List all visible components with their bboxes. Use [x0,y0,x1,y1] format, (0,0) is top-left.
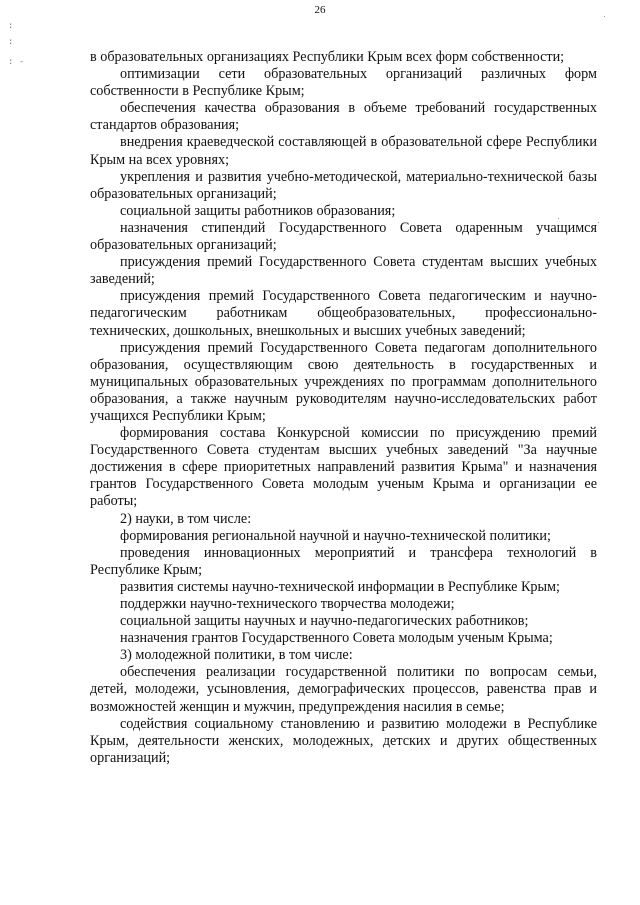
paragraph: развития системы научно-технической информации в Республике Крым; [120,578,560,595]
margin-mark: : - [8,57,25,67]
paragraph: содействия социальному становлению и развитию молодежи в Республике Крым, деятельности женских, молодежных, детских и других общественных организаций; [90,715,597,766]
paragraph: назначения грантов Государственного Совета молодым ученым Крыма; [120,630,553,647]
paragraph: в образовательных организациях Республики Крым всех форм собственности; [90,49,565,65]
paragraph: формирования региональной научной и научно-технической политики; [120,527,551,544]
paragraph: присуждения премий Государственного Совета педагогам дополнительного образования, осуществляющим свою деятельность в государственных и муниципальных образовательных учреждениях по программам дополнительного образования, а также научным руководителям научно-исследовательских работ учащихся Республики Крым; [90,339,597,424]
paragraph: присуждения премий Государственного Совета педагогическим и научно-педагогическим работникам общеобразовательных, профессионально-технических, дошкольных, внешкольных и высших учебных заведений; [90,288,597,339]
paragraph: обеспечения реализации государственной политики по вопросам семьи, детей, молодежи, усыновления, демографических процессов, равенства прав и возможностей женщин и мужчин, предупреждения насилия в семье; [90,664,597,715]
document-body [90,49,597,767]
section-heading: 3) молодежной политики, в том числе: [120,647,353,664]
page-number: 26 [314,4,326,16]
paragraph: присуждения премий Государственного Совета студентам высших учебных заведений; [90,254,597,288]
paragraph: социальной защиты научных и научно-педагогических работников; [120,613,529,630]
section-heading: 2) науки, в том числе: [120,510,252,527]
scan-speck [604,16,605,17]
paragraph: социальной защиты работников образования; [120,202,396,219]
paragraph: укрепления и развития учебно-методической, материально-технической базы образовательных организаций; [90,168,597,202]
paragraph: внедрения краеведческой составляющей в образовательной сфере Республики Крым на всех уровнях; [90,134,597,168]
margin-mark: : [8,21,14,31]
scan-speck [598,222,599,223]
paragraph: обеспечения качества образования в объеме требований государственных стандартов образования; [90,100,597,134]
paragraph: проведения инновационных мероприятий и трансфера технологий в Республике Крым; [90,544,597,578]
paragraph: оптимизации сети образовательных организаций различных форм собственности в Республике Крым; [90,66,597,100]
paragraph: поддержки научно-технического творчества молодежи; [120,596,455,612]
paragraph: формирования состава Конкурсной комиссии по присуждению премий Государственного Совета студентам высших учебных заведений "За научные достижения в сфере приоритетных направлений развития Крыма" и назначения грантов Государственного Совета молодым ученым Крыма и организации ее работы; [90,425,597,510]
margin-mark: : [8,37,14,47]
paragraph: назначения стипендий Государственного Совета одаренным учащимся образовательных организаций; [90,219,597,254]
